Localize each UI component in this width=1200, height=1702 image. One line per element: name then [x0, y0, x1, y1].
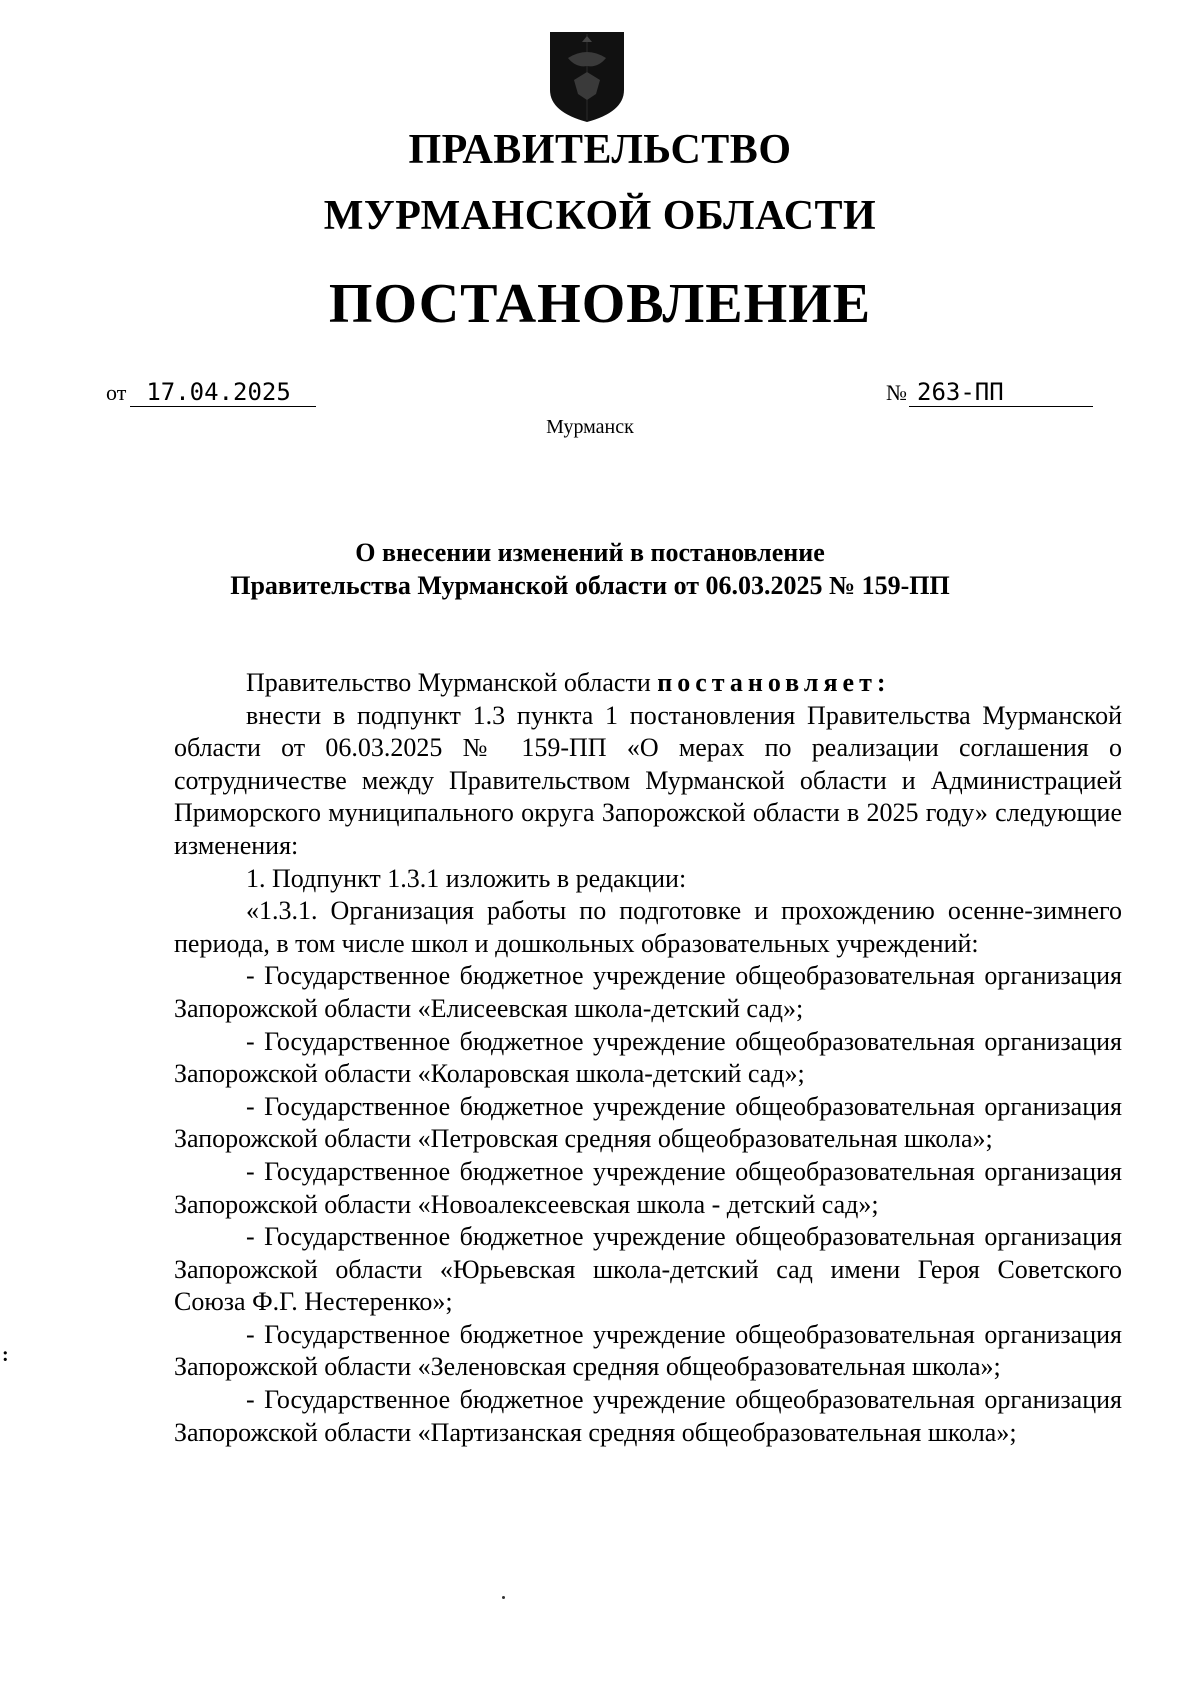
number-prefix: №: [886, 380, 907, 405]
intro-lead: Правительство Мурманской области: [246, 668, 658, 697]
institution-item: - Государственное бюджетное учреждение общеобразовательная организация Запорожской области «Коларовская школа-детский сад»;: [174, 1026, 1122, 1089]
org-title-line1: ПРАВИТЕЛЬСТВО: [408, 127, 792, 173]
subject-line1: О внесении изменений в постановление: [355, 538, 825, 567]
number-line: [886, 378, 1093, 407]
city: Мурманск: [546, 416, 634, 438]
org-title-line2: МУРМАНСКОЙ ОБЛАСТИ: [323, 193, 877, 239]
resolution-intro: [174, 667, 1122, 700]
margin-scan-mark: :: [2, 1344, 9, 1366]
institution-item: - Государственное бюджетное учреждение общеобразовательная организация Запорожской области «Партизанская средняя общеобразовательная школа»;: [174, 1385, 1122, 1447]
intro-resolves: постановляет:: [657, 668, 891, 697]
document-number: 263-ПП: [909, 378, 1093, 407]
coat-of-arms-icon: [546, 28, 628, 124]
subject-line2: Правительства Мурманской области от 06.03.2025 № 159-ПП: [230, 571, 950, 600]
institution-item: - Государственное бюджетное учреждение общеобразовательная организация Запорожской области «Елисеевская школа-детский сад»;: [174, 961, 1122, 1023]
scan-speck: [502, 1596, 505, 1599]
institution-item: - Государственное бюджетное учреждение общеобразовательная организация Запорожской области «Юрьевская школа-детский сад имени Героя Советского Союза Ф.Г. Нестеренко»;: [174, 1222, 1122, 1317]
paragraph-amend: внести в подпункт 1.3 пункта 1 постановления Правительства Мурманской области от 06.03.2025 № 159-ПП «О мерах по реализации соглашения о сотрудничестве между Правительством Мурманской области и Администрацией Приморского муниципального округа Запорожской области в 2025 году» следующие изменения:: [174, 700, 1122, 860]
institution-item: - Государственное бюджетное учреждение общеобразовательная организация Запорожской области «Петровская средняя общеобразовательная школа»;: [174, 1091, 1122, 1154]
document-date: 17.04.2025: [130, 378, 316, 407]
date-prefix: от: [106, 380, 127, 405]
date-line: [106, 378, 316, 407]
document-subject: [0, 536, 1180, 602]
paragraph-1-3-1: «1.3.1. Организация работы по подготовке и прохождению осенне-зимнего периода, в том числе школ и дошкольных образовательных учреждений:: [174, 896, 1122, 958]
paragraph-item1: 1. Подпункт 1.3.1 изложить в редакции:: [246, 863, 687, 893]
document-type: ПОСТАНОВЛЕНИЕ: [328, 273, 872, 335]
institution-item: - Государственное бюджетное учреждение общеобразовательная организация Запорожской области «Новоалексеевская школа - детский сад»;: [174, 1156, 1122, 1219]
institution-item: - Государственное бюджетное учреждение общеобразовательная организация Запорожской области «Зеленовская средняя общеобразовательная школа»;: [174, 1319, 1122, 1382]
document-body: [174, 667, 1122, 1449]
